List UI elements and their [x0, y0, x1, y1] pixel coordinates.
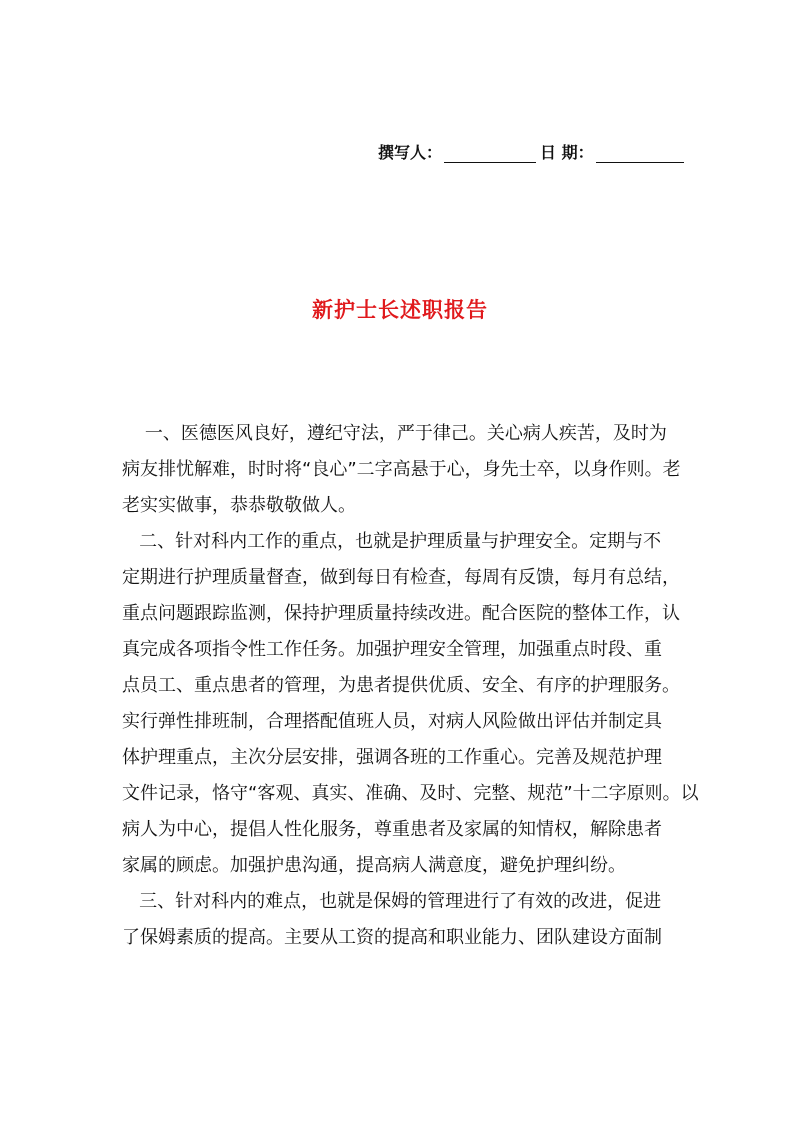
text-line: 体护理重点，主次分层安排，强调各班的工作重心。完善及规范护理 — [122, 747, 662, 768]
author-label: 撰写人： — [378, 143, 443, 162]
text-line: 点员工、重点患者的管理，为患者提供优质、安全、有序的护理服务。 — [122, 675, 680, 696]
text-line: 病人为中心，提倡人性化服务，尊重患者及家属的知情权，解除患者 — [122, 819, 662, 840]
text-line: 重点问题跟踪监测，保持护理质量持续改进。配合医院的整体工作，认 — [122, 603, 680, 624]
author-date-line — [378, 140, 686, 163]
text-line: 一、医德医风良好，遵纪守法，严于律己。关心病人疾苦，及时为 — [122, 423, 667, 444]
paragraph-2 — [122, 524, 699, 884]
text-line: 家属的顾虑。加强护患沟通，提高病人满意度，避免护理纠纷。 — [122, 855, 626, 876]
author-blank — [444, 146, 536, 163]
text-line: 了保姆素质的提高。主要从工资的提高和职业能力、团队建设方面制 — [122, 927, 662, 948]
document-body — [122, 416, 699, 956]
date-blank — [596, 146, 684, 163]
text-line: 真完成各项指令性工作任务。加强护理安全管理，加强重点时段、重 — [122, 639, 662, 660]
text-line: 二、针对科内工作的重点，也就是护理质量与护理安全。定期与不 — [122, 531, 662, 552]
text-line: 实行弹性排班制，合理搭配值班人员，对病人风险做出评估并制定具 — [122, 711, 662, 732]
text-line: 老实实做事，恭恭敬敬做人。 — [122, 495, 356, 516]
text-line: 文件记录，恪守“客观、真实、准确、及时、完整、规范”十二字原则。以 — [122, 783, 699, 804]
paragraph-3 — [122, 884, 682, 956]
text-line: 病友排忧解难，时时将“良心”二字高悬于心，身先士卒，以身作则。老 — [122, 459, 681, 480]
date-label: 日 期： — [540, 143, 594, 162]
text-line: 三、针对科内的难点，也就是保姆的管理进行了有效的改进，促进 — [122, 891, 662, 912]
paragraph-1 — [122, 416, 682, 524]
text-line: 定期进行护理质量督查，做到每日有检查，每周有反馈，每月有总结， — [122, 567, 680, 588]
document-title: 新护士长述职报告 — [312, 298, 488, 322]
